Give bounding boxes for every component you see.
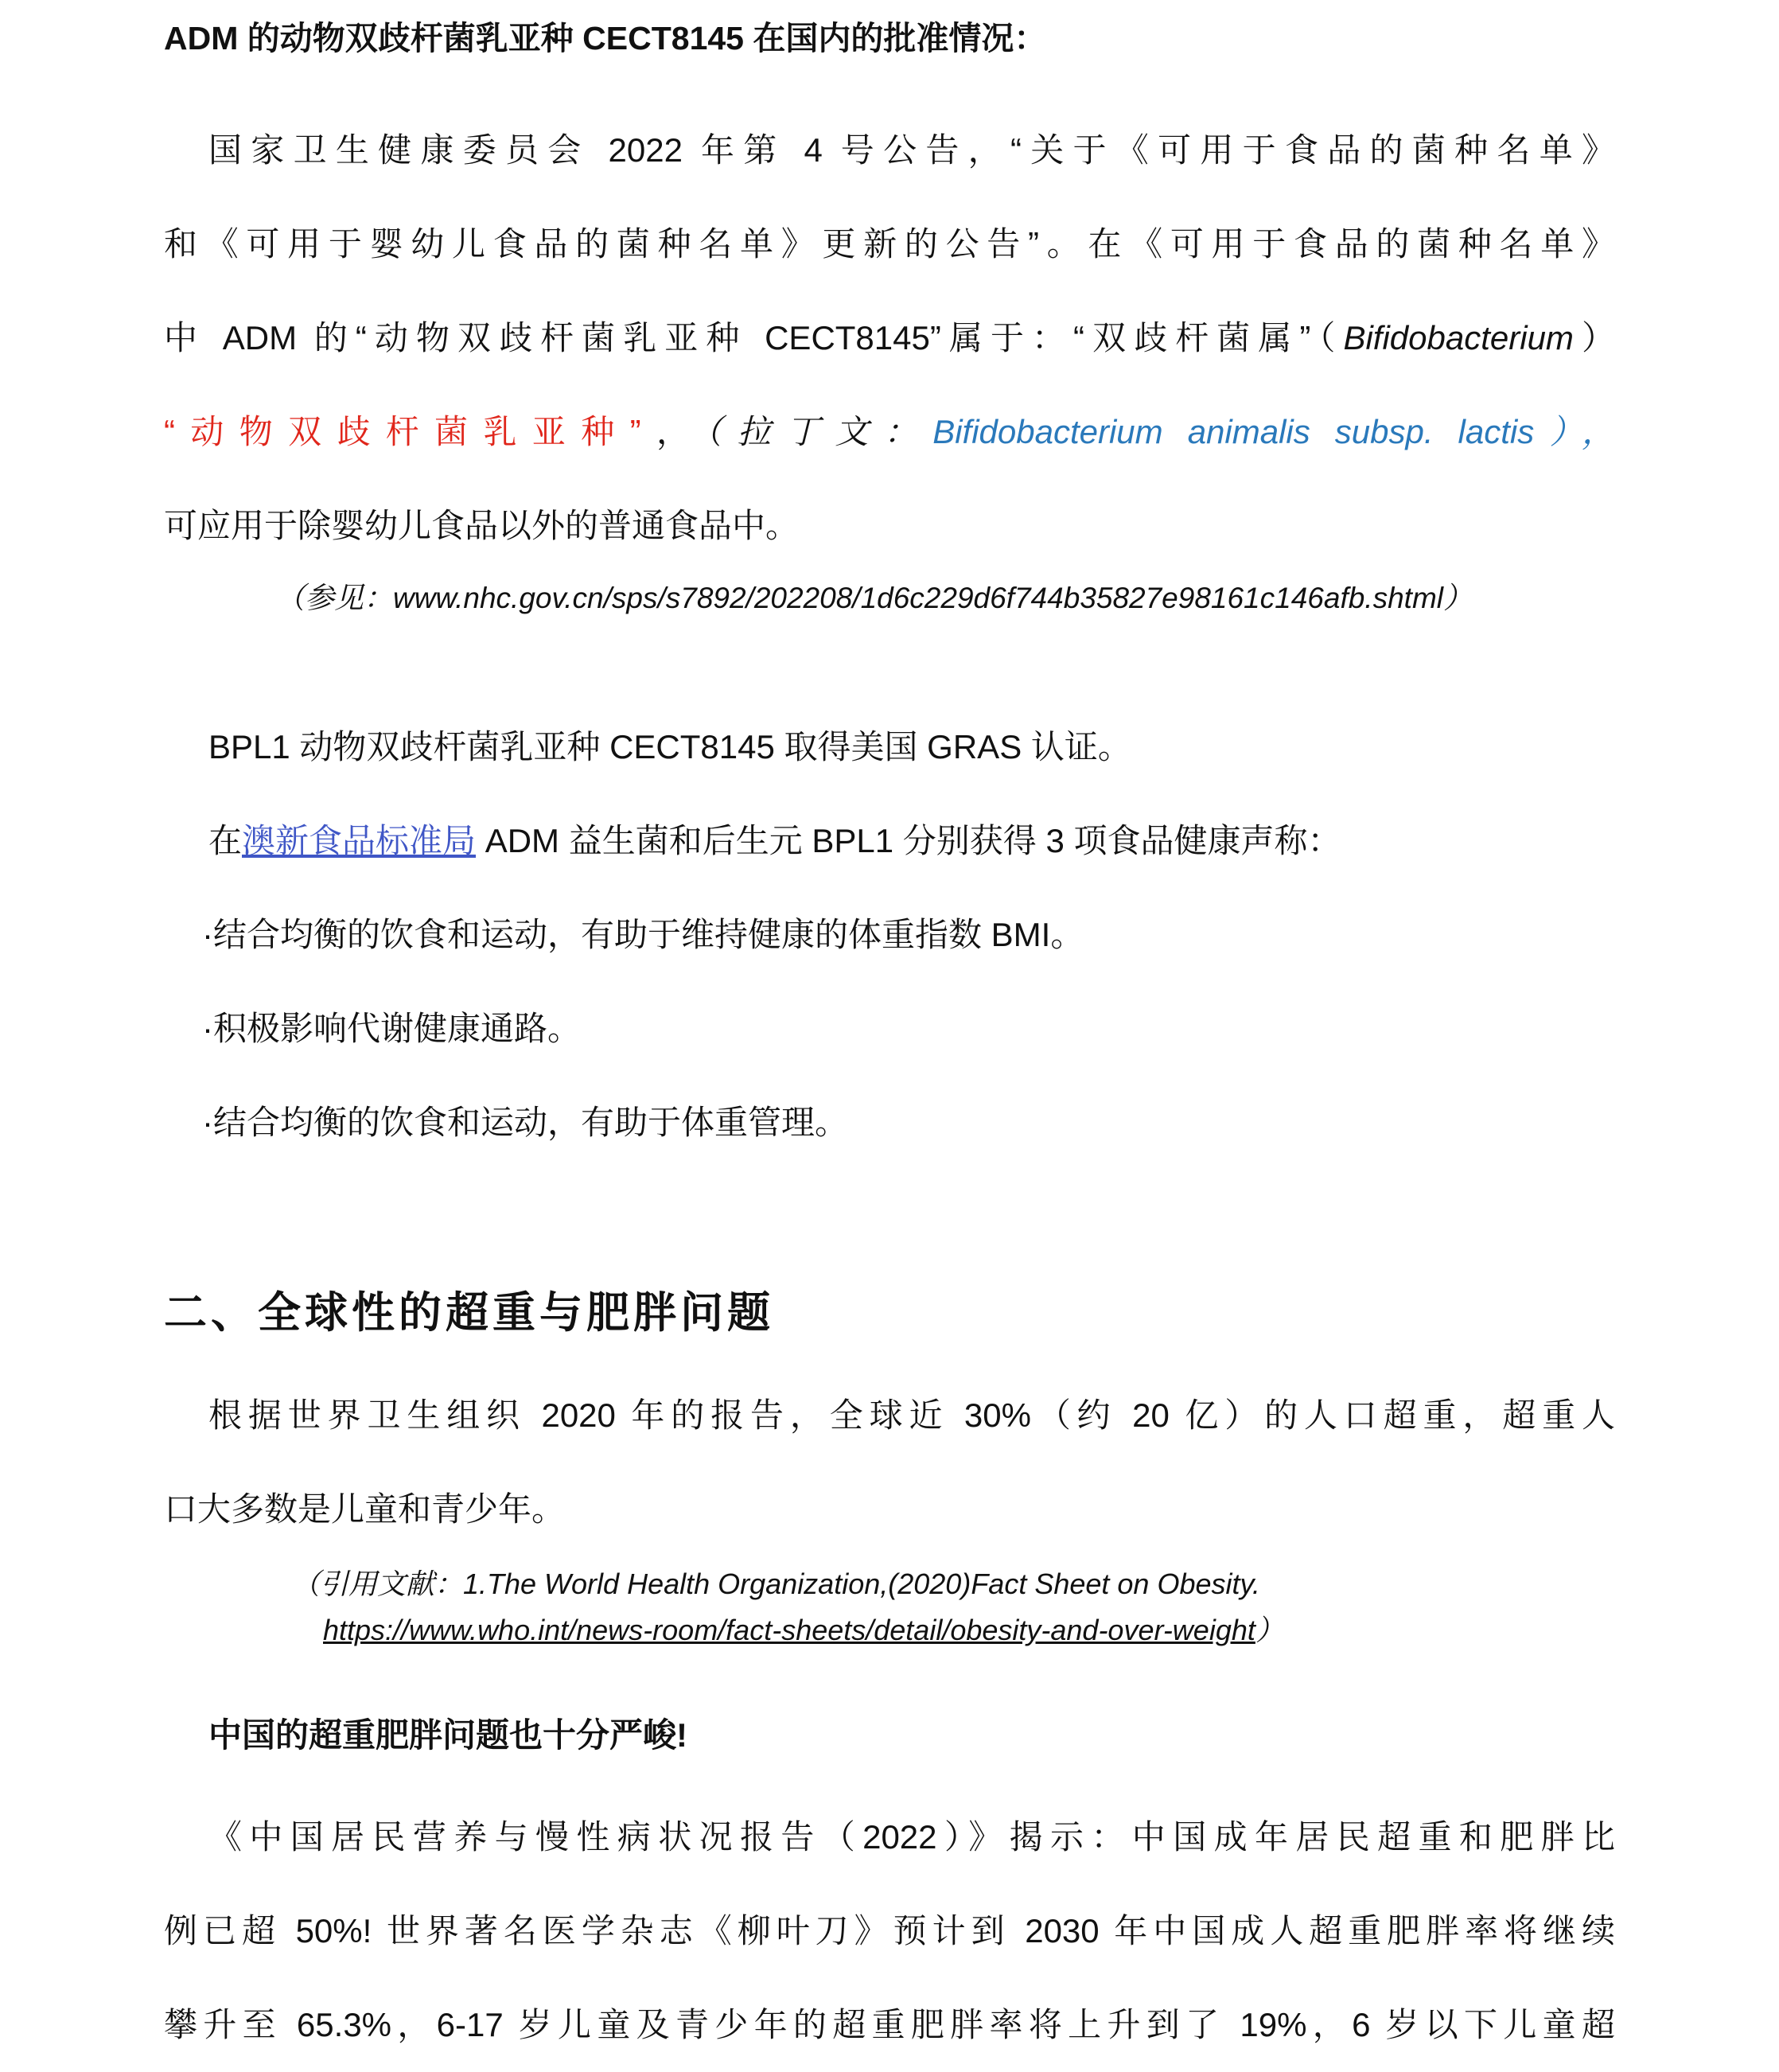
latin-genus-name: Bifidobacterium: [1343, 319, 1574, 356]
health-claim-bullet-1: ·结合均衡的饮食和运动，有助于维持健康的体重指数 BMI。: [202, 916, 1084, 953]
para-approval-line-1: 国家卫生健康委员会 2022 年第 4 号公告，“关于《可用于食品的菌种名单》: [208, 131, 1615, 169]
para-approval-line-2: 和《可用于婴幼儿食品的菌种名单》更新的公告”。在《可用于食品的菌种名单》: [164, 225, 1615, 263]
para-china-line-1: 《中国居民营养与慢性病状况报告（2022）》揭示：中国成年居民超重和肥胖比: [208, 1818, 1615, 1856]
reference-nhc-close-paren: ）: [1443, 582, 1473, 614]
fsanz-prefix: 在: [208, 822, 243, 859]
para-approval-line-3: [164, 291, 1615, 385]
para-who-line-2: 口大多数是儿童和青少年。: [164, 1490, 566, 1528]
citation-close-paren: ）: [1255, 1614, 1284, 1646]
para-who-line-1: 根据世界卫生组织 2020 年的报告，全球近 30%（约 20 亿）的人口超重，超重人: [208, 1396, 1615, 1434]
fsanz-link[interactable]: 澳新食品标准局: [242, 822, 477, 859]
latin-species-name: Bifidobacterium animalis subsp. lactis），: [932, 413, 1615, 450]
comma-separator: ，: [640, 413, 706, 450]
reference-nhc: [164, 573, 1615, 624]
nhc-url: www.nhc.gov.cn/sps/s7892/202208/1d6c229d6f744b35827e98161c146afb.shtml: [393, 582, 1443, 614]
china-statement: 中国的超重肥胖问题也十分严峻!: [208, 1716, 687, 1754]
para-approval-line-3-text: 中 ADM 的“动物双歧杆菌乳亚种 CECT8145”属于：“双歧杆菌属”（: [164, 319, 1344, 356]
paragraph-approval: [164, 103, 1615, 573]
latin-label: （拉丁文：: [705, 413, 933, 450]
health-claim-bullet-2: ·积极影响代谢健康通路。: [202, 1010, 581, 1047]
section2-heading: 二、全球性的超重与肥胖问题: [164, 1289, 774, 1337]
fsanz-suffix: ADM 益生菌和后生元 BPL1 分别获得 3 项食品健康声称：: [476, 822, 1341, 859]
paragraph-china: [164, 1790, 1615, 2072]
gras-statement: BPL1 动物双歧杆菌乳亚种 CECT8145 取得美国 GRAS 认证。: [208, 728, 1131, 765]
reference-nhc-prefix: （参见：: [275, 582, 393, 614]
citation-who: [164, 1561, 1615, 1653]
health-claim-bullet-3: ·结合均衡的饮食和运动，有助于体重管理。: [202, 1104, 848, 1141]
fsanz-statement: [164, 794, 1615, 888]
citation-who-line-2: [164, 1607, 1615, 1653]
heading-approval-status: ADM 的动物双歧杆菌乳亚种 CECT8145 在国内的批准情况：: [164, 20, 1047, 56]
para-china-line-3: 攀升至 65.3%，6-17 岁儿童及青少年的超重肥胖率将上升到了 19%，6 岁以下儿童超: [164, 2006, 1615, 2043]
para-approval-line-5: 可应用于除婴幼儿食品以外的普通食品中。: [164, 507, 800, 544]
paragraph-who: [164, 1369, 1615, 1556]
who-url[interactable]: https://www.who.int/news-room/fact-sheets/detail/obesity-and-over-weight: [323, 1614, 1255, 1646]
para-china-line-2: 例已超 50%! 世界著名医学杂志《柳叶刀》预计到 2030 年中国成人超重肥胖率将继续: [164, 1912, 1615, 1949]
citation-who-line-1: （引用文献：1.The World Health Organization,(2020)Fact Sheet on Obesity.: [291, 1568, 1260, 1600]
para-approval-line-3-close-paren: ）: [1573, 319, 1615, 356]
para-approval-line-4: [164, 385, 1615, 479]
red-subspecies-text: “动物双歧杆菌乳亚种”: [164, 413, 641, 450]
